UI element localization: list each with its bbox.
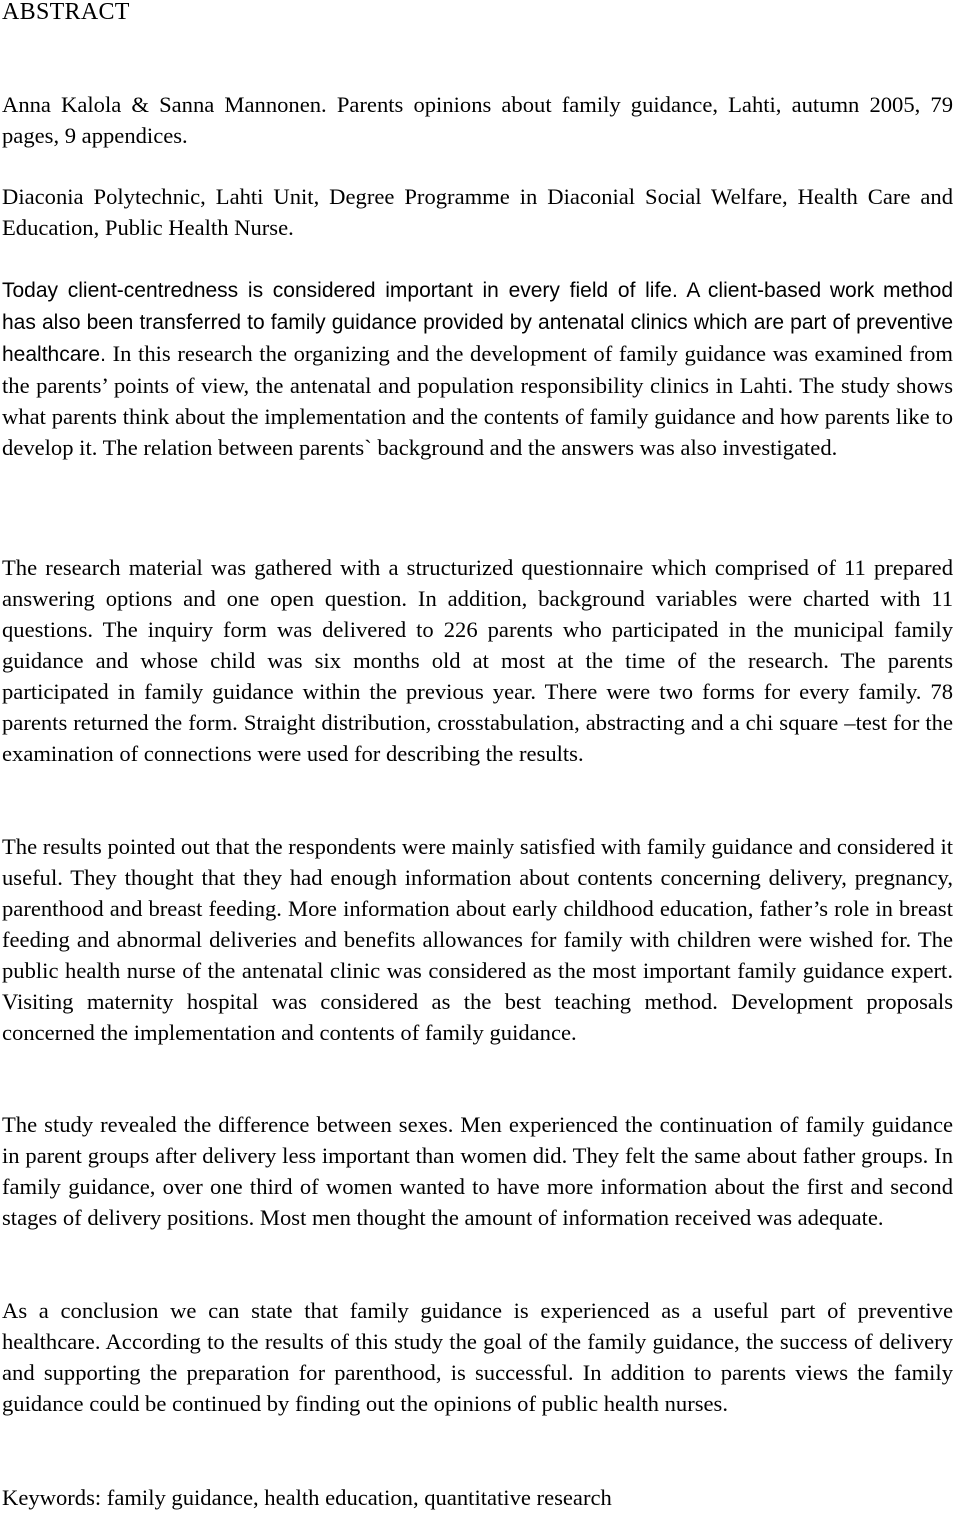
- citation-paragraph: Anna Kalola & Sanna Mannonen. Parents opinions about family guidance, Lahti, autumn 2005, 79 pages, 9 appendices.: [2, 92, 953, 148]
- institution-paragraph: Diaconia Polytechnic, Lahti Unit, Degree Programme in Diaconial Social Welfare, Health Care and Education, Public Health Nurse.: [2, 184, 953, 240]
- intro-sentence-serif: In this research the organizing and the development of family guidance was examined from the parents’ points of view, the antenatal and population responsibility clinics in Lahti. The study shows what parents think about the implementation and the contents of family guidance and how parents like to develop it. The relation between parents` background and the answers was also investigated.: [2, 341, 953, 460]
- results-paragraph: The results pointed out that the respondents were mainly satisfied with family guidance and considered it useful. They thought that they had enough information about contents concerning delivery, pregnancy, parenthood and breast feeding. More information about early childhood education, father’s role in breast feeding and abnormal deliveries and benefits allowances for family with children were wished for. The public health nurse of the antenatal clinic was considered as the most important family guidance expert. Visiting maternity hospital was considered as the best teaching method. Development proposals concerned the implementation and contents of family guidance.: [2, 834, 953, 1045]
- conclusion-paragraph: As a conclusion we can state that family guidance is experienced as a useful part of preventive healthcare. According to the results of this study the goal of the family guidance, the success of delivery and supporting the preparation for parenthood, is successful. In addition to parents views the family guidance could be continued by finding out the opinions of public health nurses.: [2, 1298, 953, 1416]
- abstract-heading: ABSTRACT: [2, 0, 130, 25]
- introduction-paragraph: [2, 274, 953, 463]
- intro-sentence-sans: Today client-centredness is considered important in every field of life.: [2, 279, 678, 302]
- keywords-line: Keywords: family guidance, health education, quantitative research: [2, 1485, 612, 1510]
- sex-differences-paragraph: The study revealed the difference between sexes. Men experienced the continuation of family guidance in parent groups after delivery less important than women did. They felt the same about father groups. In family guidance, over one third of women wanted to have more information about the first and second stages of delivery positions. Most men thought the amount of information received was adequate.: [2, 1112, 953, 1230]
- intro-sentence-sans-2: A client-based work method has also been transferred to family guidance provided by antenatal clinics which are part of preventive healthcare.: [2, 279, 953, 366]
- method-paragraph: The research material was gathered with a structurized questionnaire which comprised of 11 prepared answering options and one open question. In addition, background variables were charted with 11 questions. The inquiry form was delivered to 226 parents who participated in the municipal family guidance and whose child was six months old at most at the time of the research. The parents participated in family guidance within the previous year. There were two forms for every family. 78 parents returned the form. Straight distribution, crosstabulation, abstracting and a chi square –test for the examination of connections were used for describing the results.: [2, 555, 953, 766]
